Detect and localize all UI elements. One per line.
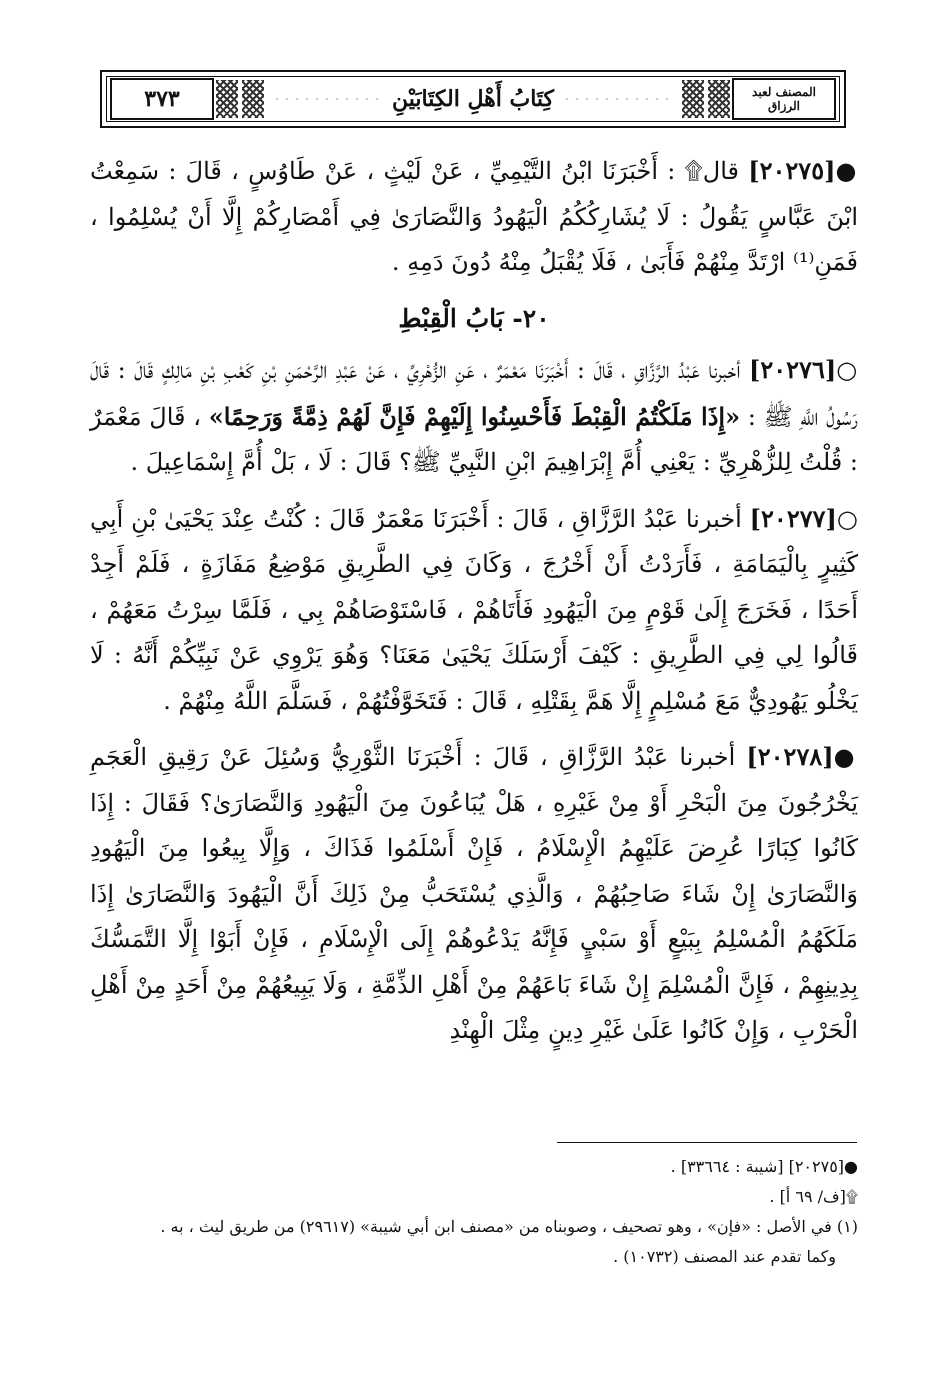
prophetic-saying: «إِذَا مَلَكْتُمُ الْقِبْطَ فَأَحْسِنُوا إِلَيْهِمْ فَإِنَّ لَهُمْ ذِمَّةً وَرَحِمًا»: [208, 401, 741, 431]
page-number: ٣٧٣: [140, 86, 183, 112]
hadith-20277: [90, 496, 858, 725]
footnote-divider: [557, 1142, 857, 1143]
bullet-icon: ○: [836, 503, 858, 533]
page-header: [100, 70, 846, 128]
footnote-line: ●[٢٠٢٧٥] [شيبة : ٣٣٦٦٤] .: [670, 1157, 858, 1176]
chapter-title: ٢٠- بَابُ الْقِبْطِ: [398, 303, 550, 333]
hadith-number: [٢٠٢٧٦]: [749, 355, 837, 384]
footnote-line: وكما تقدم عند المصنف (١٠٧٣٢) .: [613, 1247, 836, 1266]
hadith-20275: [90, 148, 858, 286]
bullet-icon: ●: [833, 742, 858, 771]
ornament-icon: [708, 80, 730, 118]
ornament-icon: [216, 80, 238, 118]
hadith-number: [٢٠٢٧٥]: [748, 156, 836, 185]
book-title: [272, 80, 674, 118]
footnotes: [90, 1152, 858, 1272]
footnote-line: ۩[ف/ ٦٩ أ] .: [769, 1187, 858, 1206]
hadith-20278: [90, 734, 858, 1054]
hadith-text: أخبرنا عَبْدُ الرَّزَّاقِ ، قَالَ : أَخْبَرَنَا الثَّوْرِيُّ وَسُئِلَ عَنْ رَقِيقِ الْعَجَمِ يَخْرُجُونَ مِنَ الْبَحْرِ أَوْ مِنْ غَيْرِهِ ، هَلْ يُبَاعُونَ مِنَ الْيَهُودِ وَالنَّصَارَىٰ؟ فَقَالَ : إِذَا كَانُوا كِبَارًا عُرِضَ عَلَيْهِمُ الْإِسْلَامُ ، فَإِنْ أَسْلَمُوا فَذَاكَ ، وَإِلَّا بِيعُوا مِنَ الْيَهُودِ وَالنَّصَارَىٰ إِنْ شَاءَ صَاحِبُهُمْ ، وَالَّذِي يُسْتَحَبُّ مِنْ ذَلِكَ أَنَّ الْيَهُودَ وَالنَّصَارَىٰ إِذَا مَلَكَهُمُ الْمُسْلِمُ بِبَيْعٍ أَوْ سَبْيٍ فَإِنَّهُ يَدْعُوهُمْ إِلَى الْإِسْلَامِ ، فَإِنْ أَبَوْا إِلَّا التَّمَسُّكَ بِدِينِهِمْ ، فَإِنَّ الْمُسْلِمَ إِنْ شَاءَ بَاعَهُمْ مِنْ أَهْلِ الذِّمَّةِ ، وَلَا يَبِيعُهُمْ مِنْ أَحَدٍ مِنْ أَهْلِ الْحَرْبِ ، وَإِنْ كَانُوا عَلَىٰ غَيْرِ دِينٍ مِثْلَ الْهِنْدِ: [90, 743, 858, 1044]
bullet-icon: ○: [836, 355, 858, 384]
book-title-text: كِتَابُ أَهْلِ الكِتَابَيْنِ: [382, 86, 564, 112]
series-logo: المصنف لعبد الرزاق: [734, 85, 834, 113]
hadith-text: قال۩ : أَخْبَرَنَا ابْنُ التَّيْمِيِّ ، عَنْ لَيْثٍ ، عَنْ طَاوُسٍ ، قَالَ : سَمِعْتُ ابْنَ عَبَّاسٍ يَقُولُ : لَا يُشَارِكُكُمُ الْيَهُودُ وَالنَّصَارَىٰ فِي أَمْصَارِكُمْ إِلَّا أَنْ يُسْلِمُوا ، فَمَنِ⁽¹⁾ ارْتَدَّ مِنْهُمْ فَأَبَىٰ ، فَلَا يُقْبَلُ مِنْهُ دُونَ دَمِهِ .: [90, 157, 858, 276]
hadith-number: [٢٠٢٧٨]: [746, 742, 834, 771]
hadith-text: أخبرنا عَبْدُ الرَّزَّاقِ ، قَالَ : أَخْبَرَنَا مَعْمَرٌ ، عَنِ الزُّهْرِيِّ ، عَنْ عَبْدِ الرَّحْمَنِ بْنِ كَعْبِ بْنِ مَالِكٍ قَالَ : قَالَ رَسُولُ اللَّهِ ﷺ :: [90, 356, 859, 431]
bullet-icon: ●: [835, 156, 858, 185]
series-logo-box: [732, 78, 836, 120]
hadith-number: [٢٠٢٧٧]: [749, 503, 837, 533]
hadith-text-cont: ، قَالَ مَعْمَرٌ : قُلْتُ لِلزُّهْرِيِّ : يَعْنِي أُمَّ إِبْرَاهِيمَ ابْنِ النَّبِيِّ ﷺ؟ قَالَ : لَا ، بَلْ أُمَّ إِسْمَاعِيلَ .: [90, 402, 858, 476]
page-number-box: [110, 78, 214, 120]
hadith-text: أخبرنا عَبْدُ الرَّزَّاقِ ، قَالَ : أَخْبَرَنَا مَعْمَرٌ قَالَ : كُنْتُ عِنْدَ يَحْيَىٰ بْنِ أَبِي كَثِيرٍ بِالْيَمَامَةِ ، فَأَرَدْتُ أَنْ أَخْرُجَ ، وَكَانَ فِي الطَّرِيقِ مَوْضِعُ مَفَازَةٍ ، فَلَمْ أَجِدْ أَحَدًا ، فَخَرَجَ إِلَىٰ قَوْمٍ مِنَ الْيَهُودِ فَأَتَاهُمْ ، فَاسْتَوْصَاهُمْ بِي ، فَلَمَّا سِرْتُ مَعَهُمْ ، قَالُوا لِي فِي الطَّرِيقِ : كَيْفَ أَرْسَلَكَ يَحْيَىٰ مَعَنَا؟ وَهُوَ يَرْوِي عَنْ نَبِيِّكُمْ أَنَّهُ : لَا يَخْلُو يَهُودِيٌّ مَعَ مُسْلِمٍ إِلَّا هَمَّ بِقَتْلِهِ ، قَالَ : فَتَخَوَّفْتُهُمْ ، فَسَلَّمَ اللَّهُ مِنْهُمْ .: [90, 504, 859, 715]
main-text: [90, 148, 858, 1064]
ornament-icon: [682, 80, 704, 118]
ornament-icon: [242, 80, 264, 118]
footnote-line: (١) في الأصل : «فإن» ، وهو تصحيف ، وصوبناه من «مصنف ابن أبي شيبة» (٢٩٦١٧) من طريق ليث ، به .: [160, 1217, 858, 1236]
hadith-20276: [90, 347, 858, 486]
